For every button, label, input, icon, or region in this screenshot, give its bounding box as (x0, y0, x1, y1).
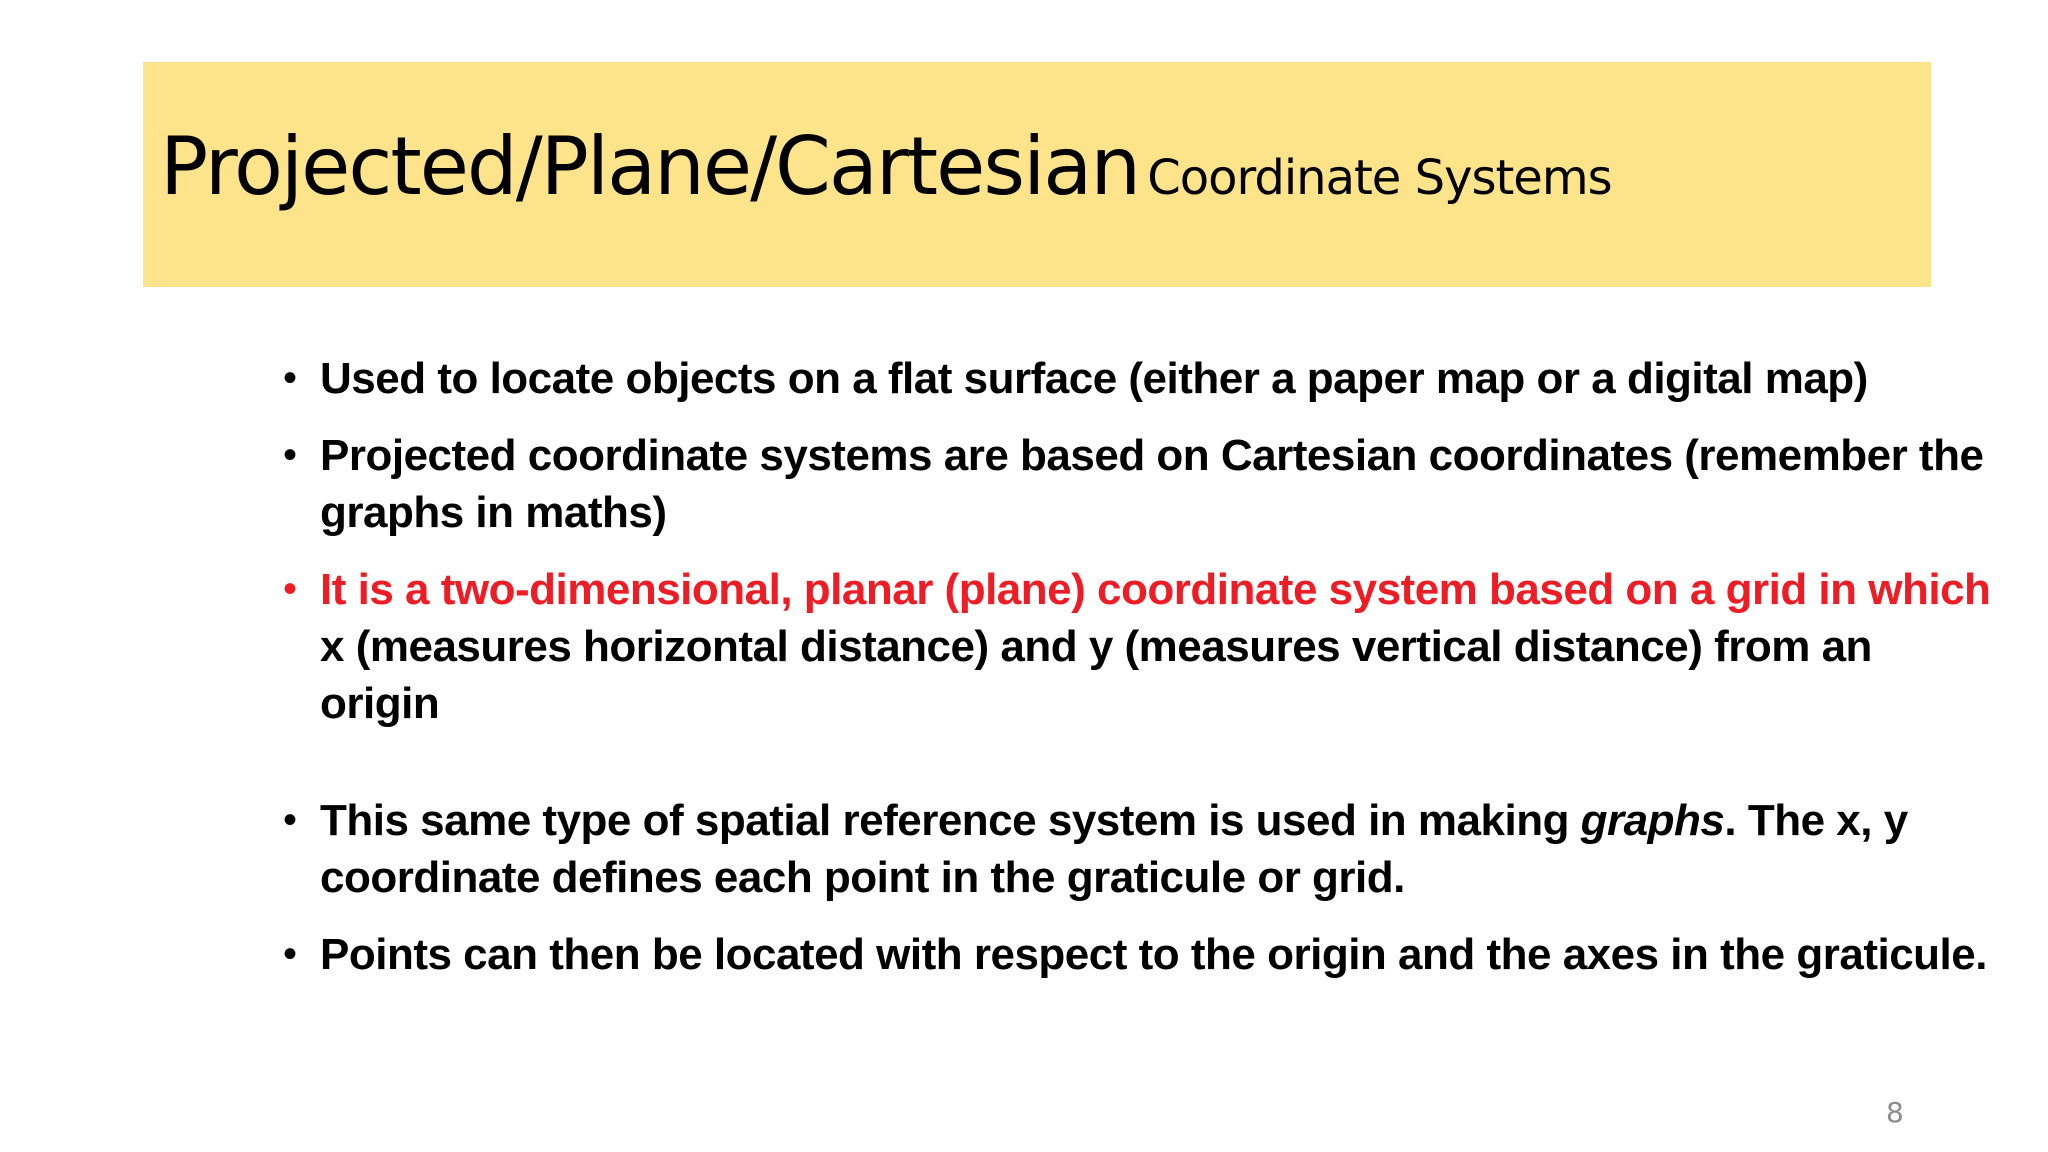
bullet-list (320, 350, 2000, 1003)
bullet-item-highlighted (320, 561, 2000, 732)
bullet-text: Used to locate objects on a flat surface (either a paper map or a digital map) (320, 354, 1868, 403)
bullet-item (320, 350, 2000, 407)
bullet-text: . The x, y coordinate defines each point in the graticule or grid. (320, 796, 1908, 902)
bullet-text: Points can then be located with respect to the origin and the axes in the graticule. (320, 930, 1987, 979)
bullet-text: x (measures horizontal distance) and y (measures vertical distance) from an origin (320, 622, 1872, 728)
page-number: 8 (1886, 1096, 1904, 1129)
bullet-item (320, 427, 2000, 541)
slide-title-sub: Coordinate Systems (1147, 150, 1612, 206)
bullet-highlight-text: It is a two-dimensional, planar (plane) coordinate system based on a grid in which (320, 565, 1991, 614)
bullet-item (320, 926, 2000, 983)
slide-title-main: Projected/Plane/Cartesian (160, 120, 1140, 213)
bullet-text: Projected coordinate systems are based on Cartesian coordinates (remember the graphs in maths) (320, 431, 1984, 537)
bullet-text: This same type of spatial reference system is used in making (320, 796, 1581, 845)
slide-title (160, 120, 1612, 213)
bullet-item (320, 792, 2000, 906)
bullet-italic-text: graphs (1580, 796, 1725, 845)
